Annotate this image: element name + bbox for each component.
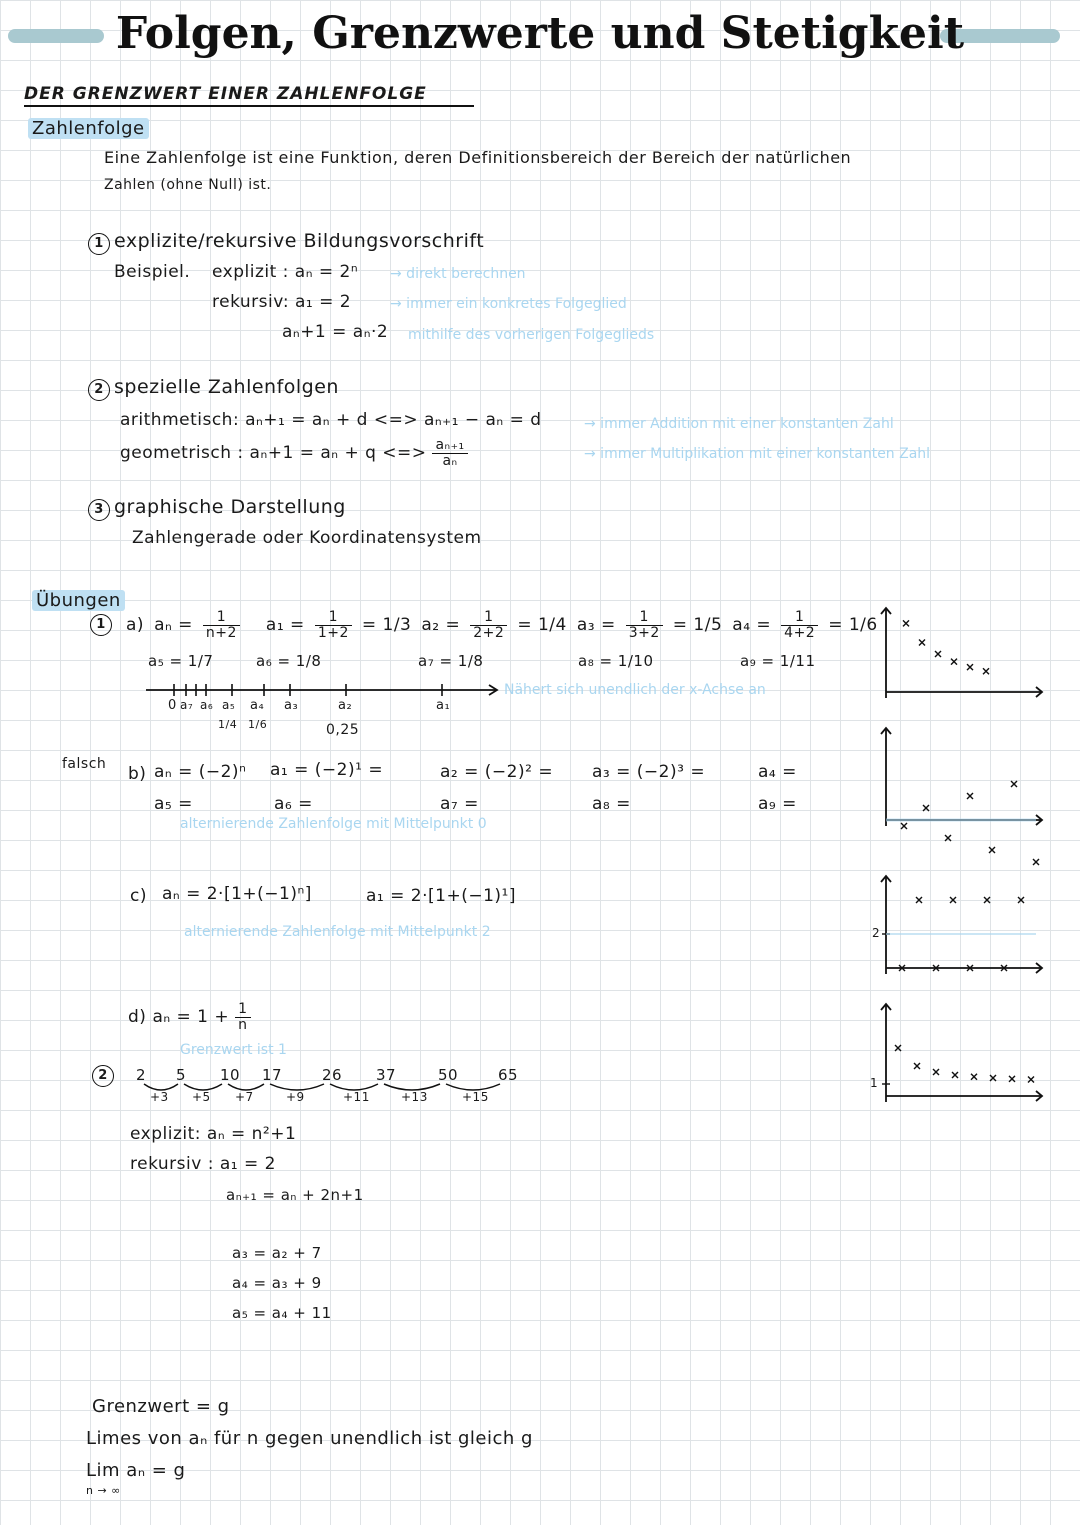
definition-line-2: Zahlen (ohne Null) ist.: [104, 177, 272, 193]
item3-title-text: graphische Darstellung: [114, 496, 346, 518]
ex1a-label: a): [126, 615, 145, 636]
geo-frac-den: aₙ: [442, 452, 458, 469]
ex2-sequence-value: 17: [262, 1066, 283, 1084]
numberline-sub-3: 0,25: [326, 722, 360, 738]
ex1b-term-4: a₄ =: [758, 762, 797, 782]
data-point: [967, 793, 973, 799]
ex2-explicit: explizit: aₙ = n²+1: [130, 1124, 297, 1144]
circle-number-ex1: 1: [90, 614, 112, 636]
data-point: [971, 1074, 977, 1080]
ex1d-den: n: [238, 1016, 248, 1033]
ex2-recursive: rekursiv : a₁ = 2: [130, 1154, 276, 1174]
ex2-sequence-value: 65: [498, 1066, 519, 1084]
numberline-label-a1: a₁: [436, 698, 451, 713]
data-point: [933, 1069, 939, 1075]
data-point: [950, 897, 956, 903]
ex1a-term-2-frac: [470, 610, 507, 640]
ex1b-term-2: a₂ = (−2)² =: [440, 762, 554, 782]
ex1a-term-1-frac: [315, 610, 352, 640]
graph-c: [876, 872, 1046, 982]
numberline-label-a6: a₆: [200, 698, 214, 712]
ex1c-label: c): [130, 886, 147, 906]
limit-line-3-sub: n → ∞: [86, 1484, 121, 1497]
ex1c-formula: aₙ = 2·[1+(−1)ⁿ]: [162, 884, 312, 904]
numberline-sub-1: 1/4: [218, 718, 238, 731]
data-point: [967, 664, 973, 670]
ex2-difference-value: +13: [401, 1090, 428, 1104]
ex1a-term-5: a₅ = 1/7: [148, 652, 214, 670]
ex1a-t2-den: 2+2: [473, 624, 505, 641]
explicit-formula: explizit : aₙ = 2ⁿ: [212, 262, 359, 282]
ex1a-formula-lhs: aₙ =: [154, 615, 193, 636]
ex1a-term-4-res: = 1/6: [828, 615, 878, 636]
numberline-label-a5: a₅: [222, 698, 236, 712]
item1-title-text: explizite/rekursive Bildungsvorschrift: [114, 230, 485, 252]
ex2-difference-value: +5: [192, 1090, 211, 1104]
limit-line-2: Limes von aₙ für n gegen unendlich ist gleich g: [86, 1428, 533, 1449]
ex1a-t1-den: 1+2: [317, 624, 349, 641]
ex1a-formula-frac: [203, 610, 240, 640]
numberline-label-0: 0: [168, 698, 177, 713]
geometric-note: → immer Multiplikation mit einer konstanten Zahl: [584, 446, 931, 462]
geometric-fraction: [432, 438, 467, 468]
numberline-label-a7: a₇: [180, 698, 194, 712]
ex1a-t2-num: 1: [470, 610, 507, 626]
ex1a-term-1-res: = 1/3: [361, 615, 412, 636]
data-point: [1011, 781, 1017, 787]
ex2-difference-value: +3: [150, 1090, 169, 1104]
ex2-sequence-value: 50: [438, 1066, 459, 1084]
ex2-sequence-value: 10: [220, 1066, 241, 1084]
data-point: [895, 1045, 901, 1051]
ex2-difference-value: +15: [462, 1090, 489, 1104]
example-label: Beispiel.: [114, 262, 191, 282]
ex1b-formula: aₙ = (−2)ⁿ: [154, 762, 247, 782]
ex1c-note: alternierende Zahlenfolge mit Mittelpunkt 2: [184, 924, 491, 940]
item3-title: [88, 496, 346, 521]
page-title: Folgen, Grenzwerte und Stetigkeit: [115, 8, 965, 59]
ex1a-term-8: a₈ = 1/10: [578, 652, 654, 670]
ex1b-term-5: a₅ =: [154, 794, 193, 814]
ex1a-t1-num: 1: [315, 610, 352, 626]
section-heading: DER GRENZWERT EINER ZAHLENFOLGE: [24, 84, 474, 107]
ex1a-term-7: a₇ = 1/8: [418, 652, 484, 670]
ex1b-term-1: a₁ = (−2)¹ =: [270, 760, 384, 780]
ex2-sequence-value: 5: [176, 1066, 187, 1084]
subheading-zahlenfolge: Zahlenfolge: [28, 118, 149, 139]
recursive-formula: rekursiv: a₁ = 2: [212, 292, 352, 312]
ex2-step-3: a₅ = a₄ + 11: [232, 1304, 332, 1322]
data-point: [945, 835, 951, 841]
graph-c-y-label: 2: [872, 926, 881, 940]
data-point: [1018, 897, 1024, 903]
item3-text: Zahlengerade oder Koordinatensystem: [132, 528, 482, 548]
ex2-difference-value: +11: [343, 1090, 370, 1104]
ex1a-term-3-res: = 1/5: [672, 615, 723, 636]
numberline-label-a3: a₃: [284, 698, 299, 713]
ex1a-term-2-res: = 1/4: [517, 615, 567, 636]
ex1a-t4-num: 1: [781, 610, 818, 626]
graph-a: [876, 604, 1046, 704]
recursive-note-2: mithilfe des vorherigen Folgeglieds: [408, 327, 655, 343]
ex1a-row: [90, 610, 878, 640]
data-point: [990, 1075, 996, 1081]
ex1a-t3-den: 3+2: [628, 624, 660, 641]
recursive-formula-2: aₙ+1 = aₙ·2: [282, 322, 389, 342]
graph-b: [876, 724, 1046, 864]
data-point: [901, 823, 907, 829]
data-point: [1033, 859, 1039, 865]
false-label: falsch: [62, 756, 107, 772]
ex2-step-1: a₃ = a₂ + 7: [232, 1244, 322, 1262]
circle-number-ex2: 2: [92, 1065, 114, 1087]
circle-number-3: 3: [88, 499, 110, 521]
graph-d-y-label: 1: [870, 1076, 879, 1090]
ex1d-label: d): [128, 1007, 147, 1028]
ex1d-row: [128, 1002, 251, 1032]
ex1b-note: alternierende Zahlenfolge mit Mittelpunkt 0: [180, 816, 487, 832]
graph-d: [876, 1000, 1046, 1110]
ex2-difference-value: +9: [286, 1090, 305, 1104]
data-point: [989, 847, 995, 853]
data-point: [1009, 1076, 1015, 1082]
limit-line-3: Lim aₙ = g: [86, 1460, 186, 1481]
data-point: [984, 897, 990, 903]
ex2-sequence-value: 26: [322, 1066, 343, 1084]
geo-frac-num: aₙ₊₁: [432, 438, 467, 454]
ex2-number: [92, 1064, 118, 1087]
circle-number-1: 1: [88, 233, 110, 255]
ex1a-term-3-lhs: a₃ =: [576, 615, 616, 636]
ex1a-num: 1: [203, 610, 240, 626]
ex1b-term-3: a₃ = (−2)³ =: [592, 762, 706, 782]
arithmetic-note: → immer Addition mit einer konstanten Zahl: [584, 416, 894, 432]
data-point: [952, 1072, 958, 1078]
recursive-note: → immer ein konkretes Folgeglied: [390, 296, 627, 312]
geometric-formula-text: geometrisch : aₙ+1 = aₙ + q <=>: [120, 443, 427, 464]
ex1a-term-4-frac: [781, 610, 818, 640]
ex1a-t3-num: 1: [626, 610, 663, 626]
data-point: [983, 668, 989, 674]
ex1b-term-9: a₉ =: [758, 794, 797, 814]
ex1a-den: n+2: [205, 624, 237, 641]
ex2-sequence-value: 37: [376, 1066, 397, 1084]
explicit-note: → direkt berechnen: [390, 266, 526, 282]
data-point: [935, 651, 941, 657]
ex1b-term-7: a₇ =: [440, 794, 479, 814]
ex1d-note: Grenzwert ist 1: [180, 1042, 287, 1058]
data-point: [1028, 1077, 1034, 1083]
data-point: [951, 659, 957, 665]
ex1a-t4-den: 4+2: [784, 624, 816, 641]
definition-line-1: Eine Zahlenfolge ist eine Funktion, deren Definitionsbereich der Bereich der natürlichen: [104, 148, 852, 167]
numberline-sub-2: 1/6: [248, 718, 268, 731]
item2-title: [88, 376, 339, 401]
item1-title: [88, 230, 484, 255]
ex1a-term-2-lhs: a₂ =: [421, 615, 461, 636]
ex1d-formula-lhs: aₙ = 1 +: [152, 1007, 230, 1028]
ex2-step-2: a₄ = a₃ + 9: [232, 1274, 322, 1292]
ex1a-term-3-frac: [626, 610, 663, 640]
ex1a-term-4-lhs: a₄ =: [732, 615, 772, 636]
ex1a-term-1-lhs: a₁ =: [265, 615, 305, 636]
numberline-label-a4: a₄: [250, 698, 265, 713]
ex1b-term-8: a₈ =: [592, 794, 631, 814]
data-point: [914, 1063, 920, 1069]
ex2-difference-value: +7: [235, 1090, 254, 1104]
ex2-recursive-2: aₙ₊₁ = aₙ + 2n+1: [226, 1186, 364, 1204]
ex1a-term-6: a₆ = 1/8: [256, 652, 322, 670]
data-point: [919, 640, 925, 646]
exercises-heading: Übungen: [32, 590, 125, 611]
ex2-sequence-value: 2: [136, 1066, 147, 1084]
data-point: [923, 805, 929, 811]
geometric-formula: [120, 438, 468, 468]
data-point: [916, 897, 922, 903]
ex1b-term-6: a₆ =: [274, 794, 313, 814]
ex1a-term-9: a₉ = 1/11: [740, 652, 816, 670]
ex1d-num: 1: [235, 1002, 250, 1018]
numberline-label-a2: a₂: [338, 698, 353, 713]
ex1b-label: b): [128, 764, 147, 784]
arithmetic-formula: arithmetisch: aₙ+₁ = aₙ + d <=> aₙ₊₁ − aₙ = d: [120, 410, 542, 430]
ex1a-note: Nähert sich unendlich der x-Achse an: [504, 682, 766, 698]
data-point: [903, 620, 909, 626]
limit-line-1: Grenzwert = g: [92, 1396, 230, 1417]
ex1c-formula-2: a₁ = 2·[1+(−1)¹]: [366, 886, 516, 906]
ex1d-formula-frac: [235, 1002, 250, 1032]
circle-number-2: 2: [88, 379, 110, 401]
item2-title-text: spezielle Zahlenfolgen: [114, 376, 339, 398]
